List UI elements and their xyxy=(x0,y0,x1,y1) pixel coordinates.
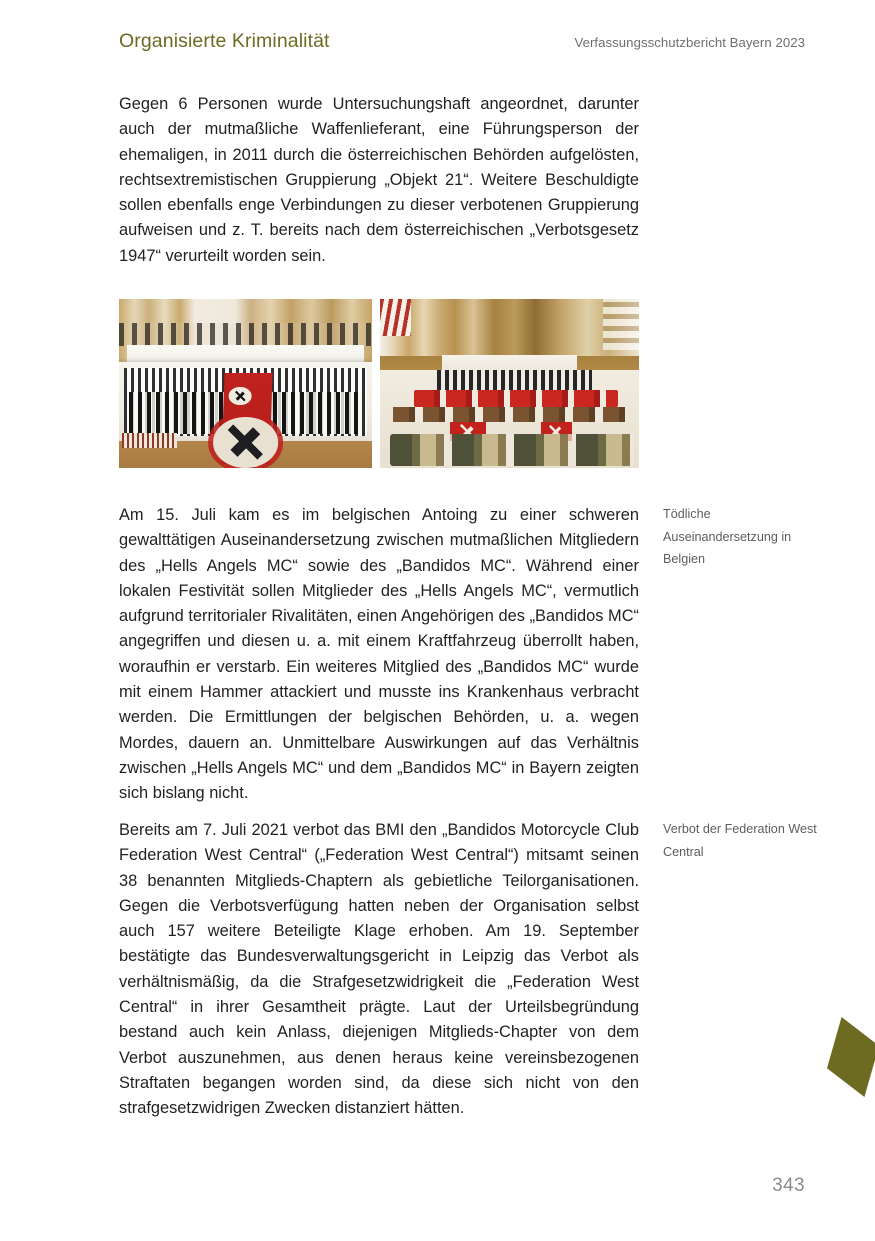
photo-left-foreground-flag xyxy=(213,417,279,468)
text-column-middle xyxy=(119,503,639,807)
photo-right-wooden-cases-row xyxy=(393,407,626,422)
margin-note-verbot: Verbot der Federation West Central xyxy=(663,822,817,859)
report-title: Verfassungsschutzbericht Bayern 2023 xyxy=(574,35,805,50)
seized-weapons-photo-left xyxy=(119,299,372,468)
chevron-decoration-icon xyxy=(823,1017,875,1097)
chapter-title: Organisierte Kriminalität xyxy=(119,30,330,52)
photo-right-wall-panel xyxy=(603,299,639,350)
margin-note-belgien: Tödliche Auseinandersetzung in Belgien xyxy=(663,507,792,567)
photo-right-firearms-row xyxy=(437,370,592,390)
running-header xyxy=(119,30,805,53)
paragraph-federation-west-central: Bereits am 7. Juli 2021 verbot das BMI den „Bandidos Motorcycle Club Federation West Central“ („Federation West Central“) mitsamt seinen 38 benannten Mitglieds-Chaptern als gebietliche Teilorganisationen. Gegen die Verbotsverfügung hatten neben der Organisation selbst auch 157 weitere Beteiligte Klage erhoben. Am 19. September bestätigte das Bundesverwaltungsgericht in Leipzig das Verbot als verhältnismäßig, da die Strafgesetzwidrigkeit die „Federation West Central“ in ihrer Gesamtheit prägte. Laut der Urteilsbegründung bestand auch kein Anlass, diejenigen Mitglieds-Chapter von dem Verbot auszunehmen, aus denen heraus keine vereinsbezogenen Straftaten begangen worden sind, da diese sich nicht von den strafgesetzwidrigen Zwecken distanziert hätten. xyxy=(119,821,639,1118)
photo-left-scene xyxy=(119,299,372,468)
text-column-bottom xyxy=(119,818,639,1122)
photo-right-foreground-items xyxy=(390,434,633,466)
paragraph-belgien: Am 15. Juli kam es im belgischen Antoing zu einer schweren gewalttätigen Auseinandersetzung zwischen mutmaßlichen Mitgliedern des „Hells Angels MC“ sowie des „Bandidos MC“. Während einer lokalen Festivität sollen Mitglieder des „Hells Angels MC“, vermutlich aufgrund territorialer Rivalitäten, einen Angehörigen des „Bandidos MC“ angegriffen und diesen u. a. mit einem Kraftfahrzeug überrollt haben, woraufhin er verstarb. Ein weiteres Mitglied des „Bandidos MC“ wurde mit einem Hammer attackiert und musste ins Krankenhaus verbracht werden. Die Ermittlungen der belgischen Behörden, u. a. wegen Mordes, dauern an. Unmittelbare Auswirkungen auf das Verhältnis zwischen „Hells Angels MC“ und dem „Bandidos MC“ in Bayern zeigten sich bislang nicht. xyxy=(119,506,639,803)
text-column-top xyxy=(119,92,639,269)
photo-right-striped-backdrop xyxy=(380,299,411,336)
paragraph-untersuchungshaft: Gegen 6 Personen wurde Untersuchungshaft angeordnet, darunter auch der mutmaßliche Waffenlieferant, eine Führungsperson der ehemaligen, in 2011 durch die österreichischen Behörden aufgelösten, rechtsextremistischen Gruppierung „Objekt 21“. Weitere Beschuldigte sollen ebenfalls enge Verbindungen zu dieser verbotenen Gruppierung aufweisen und z. T. bereits nach dem österreichischen „Verbotsgesetz 1947“ verurteilt worden sein. xyxy=(119,95,639,265)
photo-left-rear-items xyxy=(119,323,372,347)
photo-right-scene xyxy=(380,299,639,468)
photo-right-red-cases-row xyxy=(414,390,619,407)
photo-left-ammunition xyxy=(122,433,178,448)
seized-weapons-photo-right xyxy=(380,299,639,468)
page-number: 343 xyxy=(772,1175,805,1196)
photo-left-flag-emblem xyxy=(229,387,252,406)
figure-row xyxy=(119,299,639,468)
chevron-slab xyxy=(827,1017,875,1097)
